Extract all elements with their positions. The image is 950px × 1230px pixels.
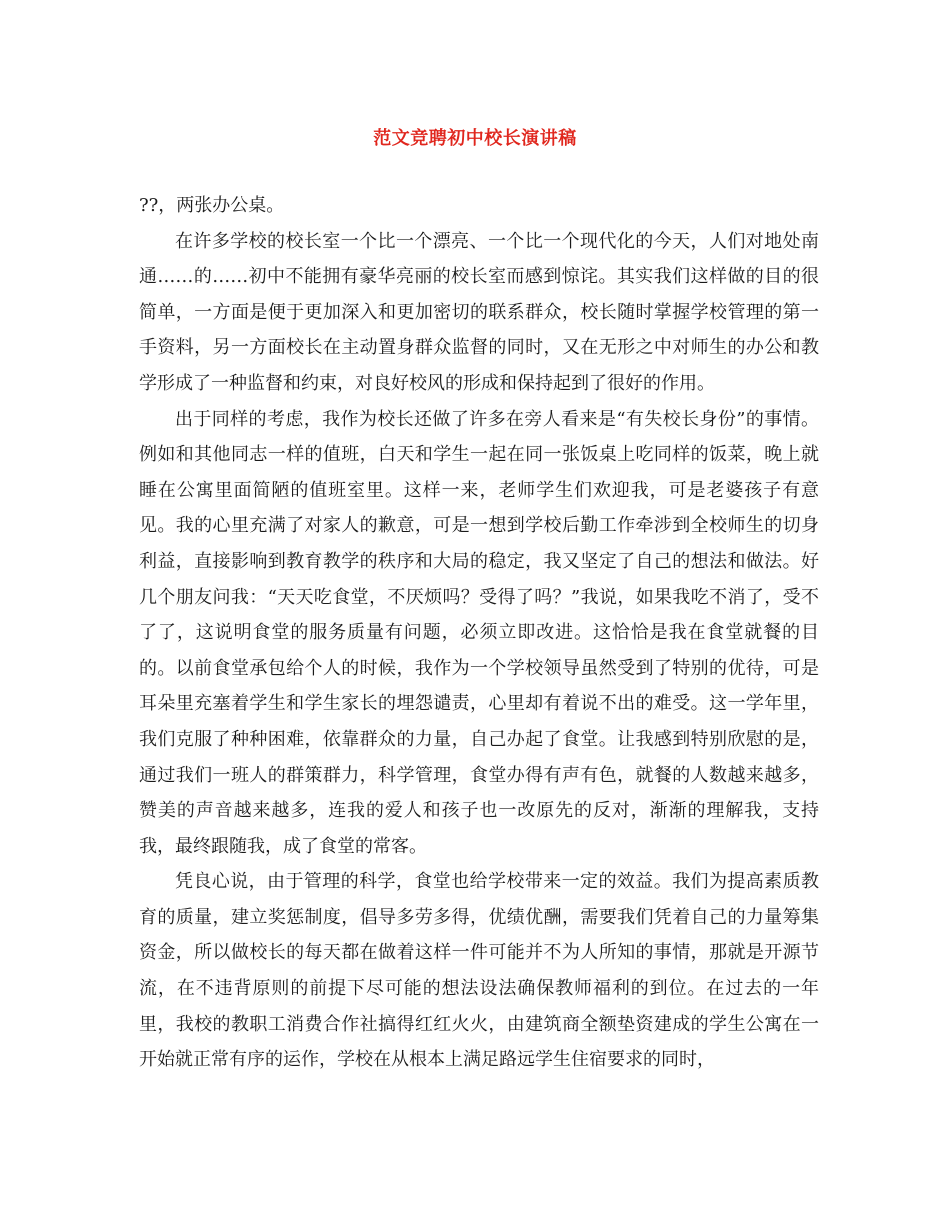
paragraph-4: 凭良心说，由于管理的科学，食堂也给学校带来一定的效益。我们为提高素质教育的质量，建立奖惩制度，倡导多劳多得，优绩优酬，需要我们凭着自己的力量筹集资金，所以做校长的每天都在做着这样一件可能并不为人所知的事情，那就是开源节流，在不违背原则的前提下尽可能的想法设法确保教师福利的到位。在过去的一年里，我校的教职工消费合作社搞得红红火火，由建筑商全额垫资建成的学生公寓在一开始就正常有序的运作，学校在从根本上满足路远学生住宿要求的同时，	[139, 871, 819, 1071]
paragraph-3: 出于同样的考虑，我作为校长还做了许多在旁人看来是“有失校长身份”的事情。例如和其他同志一样的值班，白天和学生一起在同一张饭桌上吃同样的饭菜，晚上就睡在公寓里面简陋的值班室里。这样一来，老师学生们欢迎我，可是老婆孩子有意见。我的心里充满了对家人的歉意，可是一想到学校后勤工作牵涉到全校师生的切身利益，直接影响到教育教学的秩序和大局的稳定，我又坚定了自己的想法和做法。好几个朋友问我：“天天吃食堂，不厌烦吗？受得了吗？”我说，如果我吃不消了，受不了了，这说明食堂的服务质量有问题，必须立即改进。这恰恰是我在食堂就餐的目的。以前食堂承包给个人的时候，我作为一个学校领导虽然受到了特别的优待，可是耳朵里充塞着学生和学生家长的埋怨谴责，心里却有着说不出的难受。这一学年里，我们克服了种种困难，依靠群众的力量，自己办起了食堂。让我感到特别欣慰的是，通过我们一班人的群策群力，科学管理，食堂办得有声有色，就餐的人数越来越多，赞美的声音越来越多，连我的爱人和孩子也一改原先的反对，渐渐的理解我，支持我，最终跟随我，成了食堂的常客。	[139, 408, 819, 857]
paragraph-2: 在许多学校的校长室一个比一个漂亮、一个比一个现代化的今天，人们对地处南通……的……初中不能拥有豪华亮丽的校长室而感到惊诧。其实我们这样做的目的很简单，一方面是便于更加深入和更加密切的联系群众，校长随时掌握学校管理的第一手资料，另一方面校长在主动置身群众监督的同时，又在无形之中对师生的办公和教学形成了一种监督和约束，对良好校风的形成和保持起到了很好的作用。	[139, 230, 819, 394]
document-body	[139, 188, 819, 1078]
paragraph-1: ??，两张办公桌。	[139, 195, 285, 216]
document-title: 范文竞聘初中校长演讲稿	[373, 128, 577, 149]
